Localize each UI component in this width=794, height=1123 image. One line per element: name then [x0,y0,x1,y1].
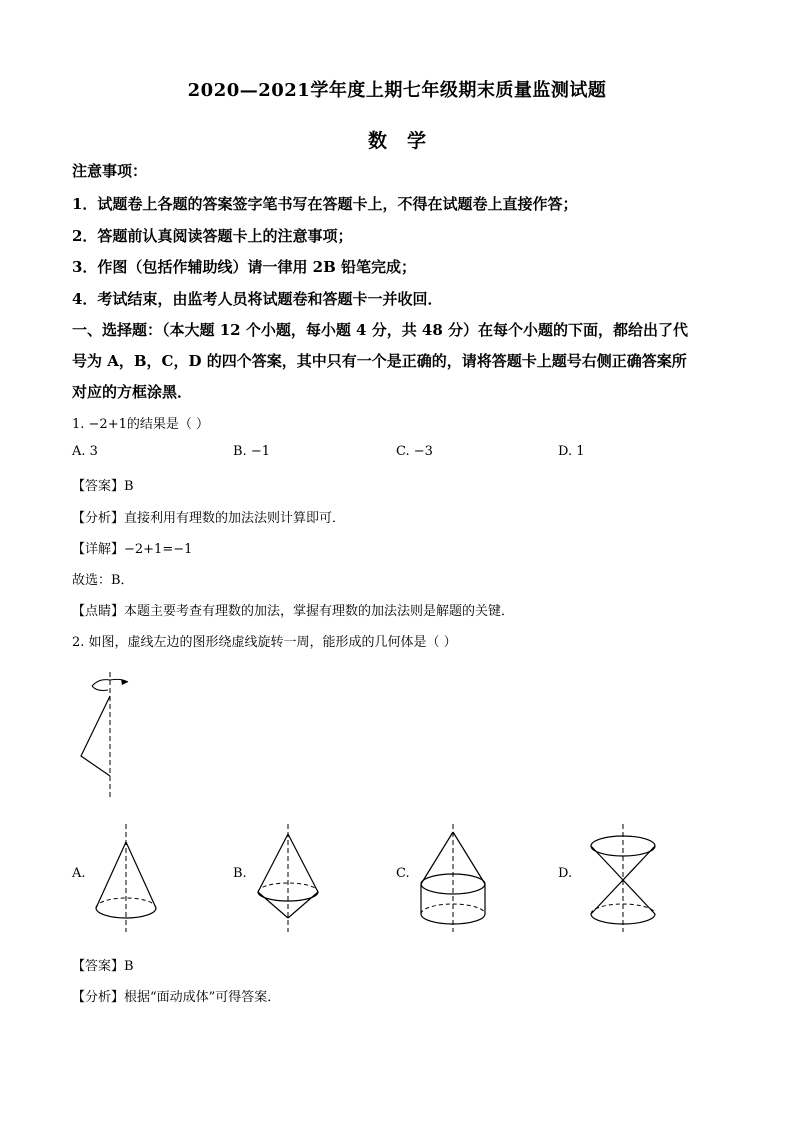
q2-option-c-cone-cylinder [417,822,489,934]
section-heading-line-3: 对应的方框涂黑． [72,383,193,401]
notice-item-3: 3．作图（包括作辅助线）请一律用 2B 铅笔完成； [72,258,416,276]
q2-rotation-figure [75,670,145,800]
q1-comment: 【点睛】本题主要考查有理数的加法，掌握有理数的加法法则是解题的关键． [72,604,515,619]
q2-option-d-hourglass [585,822,661,934]
section-heading-line-2: 号为 A，B，C，D 的四个答案，其中只有一个是正确的，请将答题卡上题号右侧正确答案所 [72,352,687,370]
q2-option-a-label: A. [72,866,86,881]
q2-option-b-double-cone [252,822,324,934]
subject-title: 数学 [367,130,446,152]
section-heading-line-1: 一、选择题：（本大题 12 个小题，每小题 4 分，共 48 分）在每个小题的下面，都给出了代 [72,321,689,339]
q1-option-b: B. −1 [233,444,270,459]
q2-stem: 2. 如图，虚线左边的图形绕虚线旋转一周，能形成的几何体是（ ） [72,635,457,650]
q1-option-c: C. −3 [396,444,433,459]
page-title: 2020—2021学年度上期七年级期末质量监测试题 [187,80,607,101]
q1-choose: 故选：B． [72,573,134,588]
q2-analysis: 【分析】根据“面动成体”可得答案． [72,990,281,1005]
q2-option-c-label: C. [396,866,410,881]
q1-option-d: D. 1 [558,444,585,459]
q2-option-a-cone [90,822,162,934]
q2-answer: 【答案】B [72,959,134,974]
q1-option-a: A. 3 [72,444,98,459]
q1-stem: 1. −2+1的结果是（ ） [72,417,209,432]
q2-option-d-label: D. [558,866,573,881]
notice-heading: 注意事项： [72,162,148,180]
notice-item-1: 1．试题卷上各题的答案签字笔书写在答题卡上，不得在试题卷上直接作答； [72,195,578,213]
notice-item-4: 4．考试结束，由监考人员将试题卷和答题卡一并收回． [72,290,443,308]
q1-analysis: 【分析】直接利用有理数的加法法则计算即可． [72,511,346,526]
notice-item-2: 2．答题前认真阅读答题卡上的注意事项； [72,227,353,245]
q2-option-b-label: B. [233,866,247,881]
q1-answer: 【答案】B [72,479,134,494]
q1-detail: 【详解】−2+1=−1 [72,542,193,557]
